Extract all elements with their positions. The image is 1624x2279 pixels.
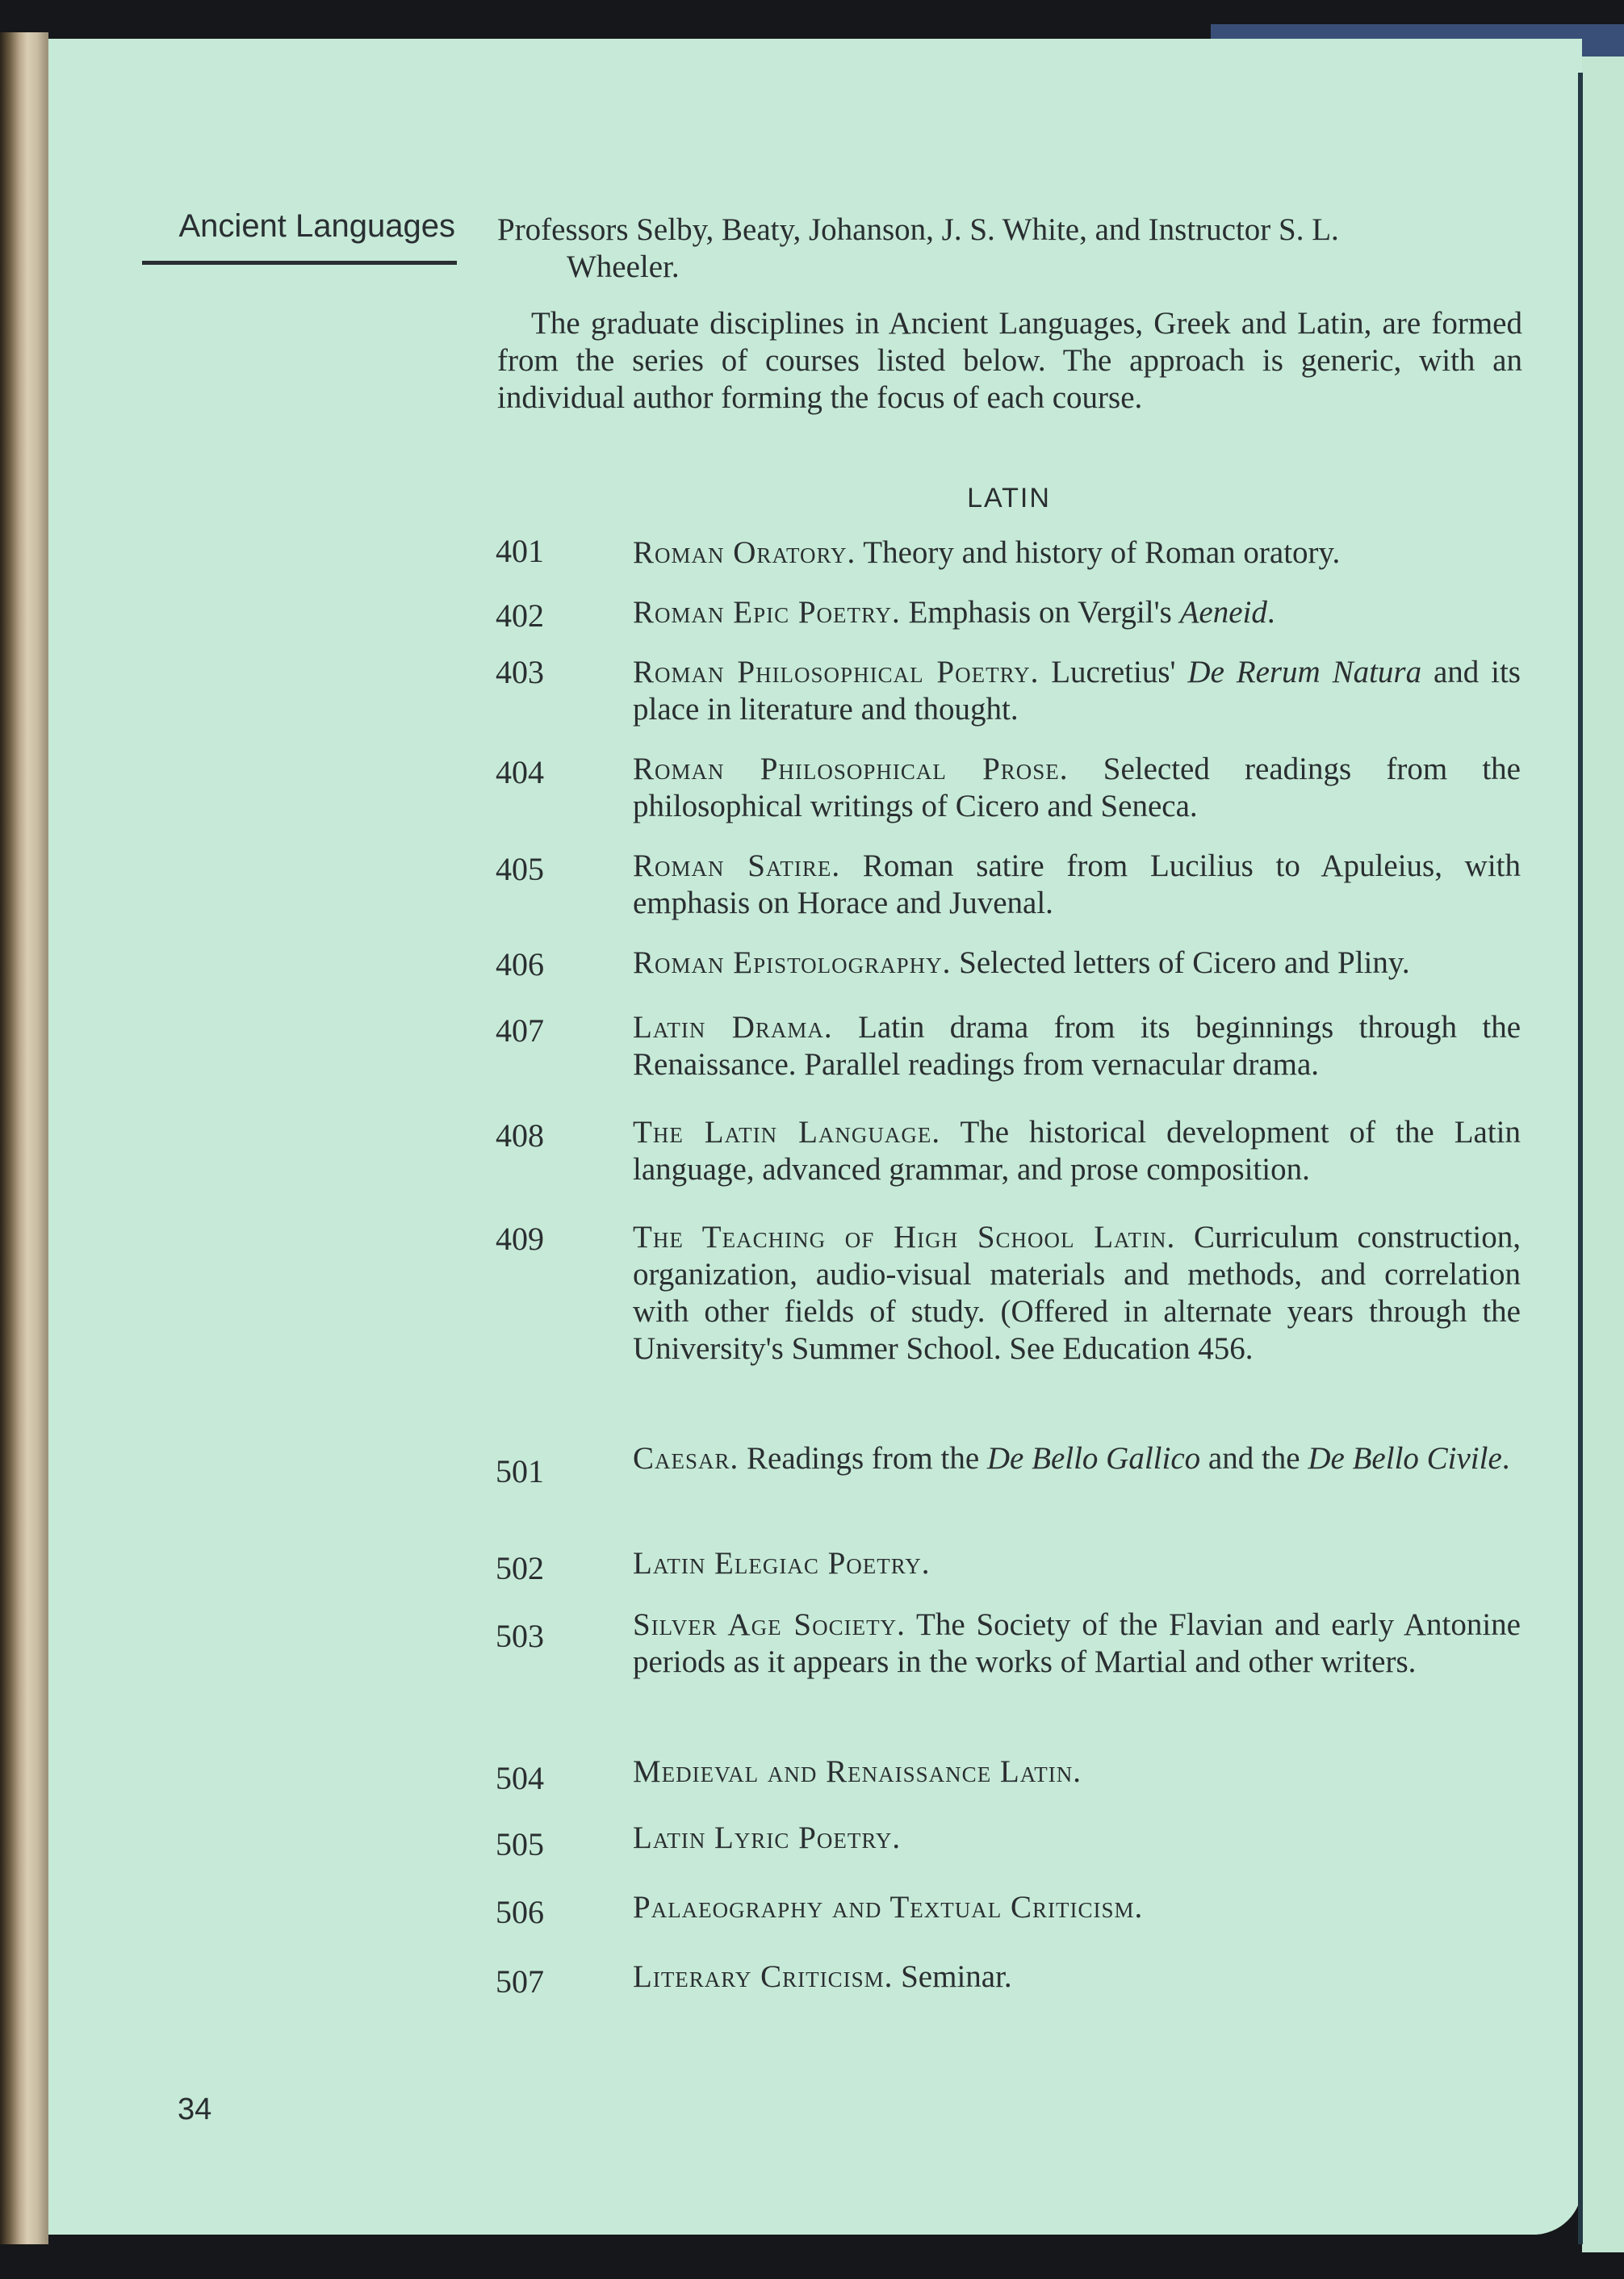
- course-entry: [633, 594, 1521, 631]
- page-number: 34: [178, 2093, 212, 2126]
- course-number: 402: [496, 597, 544, 634]
- course-entry: [633, 1959, 1521, 1996]
- course-desc-italic: De Rerum Natura: [1187, 655, 1422, 689]
- course-desc: The historical development of the Latin language, advanced grammar, and prose composition.: [633, 1115, 1521, 1187]
- course-title: Roman Philosophical Prose.: [633, 752, 1069, 786]
- course-entry: [633, 945, 1521, 982]
- course-title: Medieval and Renaissance Latin.: [633, 1754, 1082, 1789]
- course-desc: Latin drama from its beginnings through the Renaissance. Parallel readings from vernacular drama.: [633, 1010, 1521, 1082]
- heading-underline: [142, 261, 457, 265]
- course-number: 507: [496, 1963, 544, 2000]
- course-title: Literary Criticism.: [633, 1959, 894, 1994]
- latin-subheading: LATIN: [967, 483, 1051, 513]
- facing-page-edge: [1582, 57, 1624, 2252]
- course-desc: Lucretius': [1051, 655, 1176, 689]
- course-title: Caesar.: [633, 1441, 739, 1476]
- course-entry: [633, 1753, 1521, 1791]
- course-desc-mid: and the: [1208, 1441, 1300, 1476]
- course-title: Latin Drama.: [633, 1010, 833, 1045]
- course-title: Roman Philosophical Poetry.: [633, 655, 1040, 689]
- course-desc: Seminar.: [901, 1959, 1012, 1994]
- course-number: 408: [496, 1117, 544, 1154]
- course-desc-end: and its place in literature and thought.: [633, 655, 1521, 727]
- course-entry: [633, 1114, 1521, 1188]
- course-number: 407: [496, 1012, 544, 1049]
- course-desc: Curriculum construction, organization, audio-visual materials and methods, and correlation with other fields of study. (Offered in alternate years through the University's Summer School. See Education 456.: [633, 1220, 1521, 1366]
- course-desc-italic-2: De Bello Civile: [1308, 1441, 1502, 1476]
- course-entry: [633, 1820, 1521, 1857]
- course-desc: Selected readings from the philosophical writings of Cicero and Seneca.: [633, 752, 1521, 823]
- course-number: 504: [496, 1760, 544, 1796]
- course-title: Silver Age Society.: [633, 1607, 906, 1642]
- page-stack-edge: [0, 32, 48, 2244]
- faculty-line-1: Professors Selby, Beaty, Johanson, J. S. White, and Instructor S. L.: [497, 212, 1339, 247]
- course-number: 505: [496, 1826, 544, 1862]
- course-desc-italic: De Bello Gallico: [986, 1441, 1201, 1476]
- course-desc: Emphasis on Vergil's: [908, 595, 1172, 630]
- department-heading: Ancient Languages: [178, 208, 455, 244]
- course-title: Latin Lyric Poetry.: [633, 1820, 902, 1855]
- course-number: 401: [496, 533, 544, 569]
- course-title: The Teaching of High School Latin.: [633, 1220, 1176, 1255]
- course-desc-italic: Aeneid: [1179, 595, 1267, 630]
- course-title: The Latin Language.: [633, 1115, 941, 1150]
- course-desc: The Society of the Flavian and early Antonine periods as it appears in the works of Martial and other writers.: [633, 1607, 1521, 1679]
- course-entry: [633, 751, 1521, 825]
- intro-paragraph: The graduate disciplines in Ancient Languages, Greek and Latin, are formed from the series of courses listed below. The approach is generic, with an individual author forming the focus of each course.: [497, 306, 1522, 415]
- course-number: 502: [496, 1550, 544, 1586]
- course-desc: Readings from the: [747, 1441, 980, 1476]
- course-entry: [633, 1009, 1521, 1083]
- course-title: Roman Oratory.: [633, 535, 856, 570]
- course-title: Latin Elegiac Poetry.: [633, 1546, 931, 1581]
- course-desc-end: .: [1501, 1441, 1510, 1476]
- course-desc: Selected letters of Cicero and Pliny.: [959, 945, 1410, 980]
- course-number: 409: [496, 1221, 544, 1257]
- course-number: 503: [496, 1618, 544, 1654]
- course-entry: [633, 848, 1521, 922]
- course-number: 501: [496, 1453, 544, 1489]
- course-entry: [633, 1889, 1521, 1926]
- course-title: Roman Epistolography.: [633, 945, 952, 980]
- course-title: Roman Epic Poetry.: [633, 595, 901, 630]
- course-number: 403: [496, 654, 544, 690]
- course-entry: [633, 534, 1521, 572]
- course-entry: [633, 1440, 1521, 1477]
- binding-shadow: [1578, 73, 1583, 2244]
- course-number: 405: [496, 851, 544, 887]
- faculty-line-2: Wheeler.: [567, 249, 680, 284]
- faculty-list: [497, 212, 1522, 286]
- course-number: 406: [496, 946, 544, 982]
- course-desc-end: .: [1266, 595, 1275, 630]
- course-title: Palaeography and Textual Criticism.: [633, 1890, 1144, 1925]
- course-number: 404: [496, 754, 544, 790]
- course-title: Roman Satire.: [633, 848, 841, 883]
- course-entry: [633, 1607, 1521, 1681]
- course-entry: [633, 1545, 1521, 1582]
- course-entry: [633, 1219, 1521, 1368]
- course-desc: Theory and history of Roman oratory.: [863, 535, 1341, 570]
- course-desc: Roman satire from Lucilius to Apuleius, with emphasis on Horace and Juvenal.: [633, 848, 1521, 920]
- course-number: 506: [496, 1894, 544, 1930]
- course-entry: [633, 654, 1521, 728]
